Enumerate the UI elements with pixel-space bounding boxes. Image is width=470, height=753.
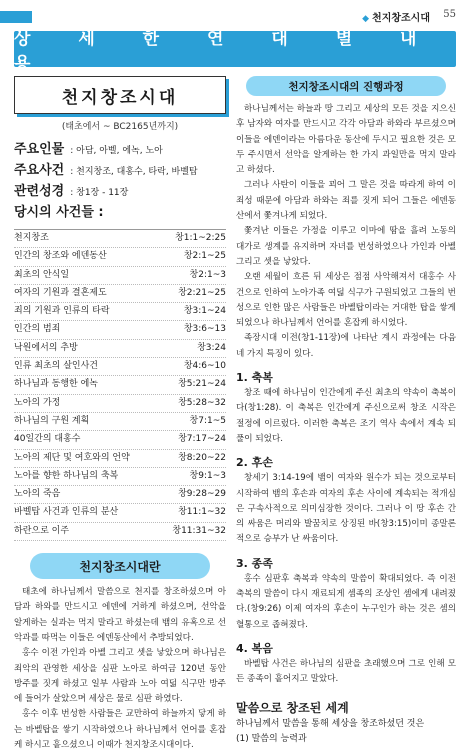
closing-line: (1) 말씀의 능력과 <box>236 733 307 744</box>
section-text: 창조 때에 하나님이 인간에게 주신 최초의 약속이 축복이다(창1:28). 이 축복은 인간에게 주신으로써 창조 시작은 절정에 이르렀다. 이러한 축복은 조기 역사 속에서 계속 되풀이 되었다. <box>236 388 456 444</box>
list-item: 노아를 향한 하나님의 축복 창9:1~3 <box>14 468 226 486</box>
section-heading: 4. 복음 <box>236 641 273 655</box>
right-column <box>236 76 456 747</box>
era-title-box <box>14 76 226 114</box>
list-item: 인간의 창조와 에덴동산 창2:1~25 <box>14 248 226 266</box>
section-text: 창세기 3:14-19에 뱀이 여자와 원수가 되는 것으로부터 시작하여 뱀의 후손과 여자의 후손 사이에 계속되는 적개심은 구속사적으로 의미심장한 것이다. 그러나 이 땅 후손 간의 싸움은 머리와 발꿈치로 상징된 바(창3:15)이미 종말론적으로 승부가 난 싸움이다. <box>236 473 456 545</box>
events-list <box>14 229 226 541</box>
meta-value: : 아담, 아벨, 에녹, 노아 <box>70 146 163 156</box>
banner-title: 상 세 한 연 대 별 내 용 <box>14 29 431 74</box>
intro-paragraph: 홍수 이후 번성한 사람들은 교만하여 하늘까지 닿게 하는 바벨탑을 쌓기 시작하였으나 하나님께서 언어를 혼잡케 하시고 흩으셨으니 이때가 천지창조시대이다. <box>14 709 226 751</box>
meta-key: 관련성경 <box>14 184 65 199</box>
left-column <box>14 76 226 753</box>
section-heading: 2. 후손 <box>236 456 273 470</box>
list-item: 노아의 죽음 창9:28~29 <box>14 486 226 504</box>
meta-key: 주요사건 <box>14 163 65 178</box>
body-paragraph: 그러나 사탄이 이들을 꾀어 그 말은 것을 따라게 하여 이 죄성 때문에 아담과 하와는 죄를 짓게 되어 그들은 에덴동산에서 쫓겨나게 되었다. <box>236 180 456 222</box>
list-item: 40일간의 대홍수 창7:17~24 <box>14 431 226 449</box>
page-number: 55 <box>443 9 456 20</box>
intro-paragraph: 태초에 하나님께서 말씀으로 천지를 창조하셨으며 아담과 하와를 만드시고 에덴에 거하게 하셨으며, 선악을 알게하는 실과는 먹지 말라고 하셨는데 뱀의 유혹으로 선악과를 따먹는 이들은 에덴동산에서 추방되었다. <box>14 587 226 643</box>
section-text: 바벨탑 사건은 하나님의 심판을 초래했으며 그로 인해 모든 종족이 흩어지고 말았다. <box>236 658 456 685</box>
era-title: 천지창조시대 <box>61 87 179 108</box>
section-heading: 1. 축복 <box>236 371 273 385</box>
list-item: 노아의 제단 및 여호와의 언약 창8:20~22 <box>14 450 226 468</box>
header-accent-bar <box>0 11 32 23</box>
body-paragraph: 오랜 세월이 흐른 뒤 세상은 점점 사악해져서 대홍수 사건으로 인하여 노아가족 여덟 식구가 구원되었고 그들의 번성으로 인한 많은 사람들은 바벨탑이라는 거대한 탑을 쌓게 되었으나 하나님께서 언어를 혼잡케 하시었다. <box>236 272 456 329</box>
list-item: 낙원에서의 추방 창3:24 <box>14 340 226 358</box>
progress-heading: 천지창조시대의 진행과정 <box>288 80 404 93</box>
closing-heading: 말씀으로 창조된 세계 <box>236 700 349 715</box>
progress-heading-pill <box>246 76 446 96</box>
list-item: 하란으로 이주 창11:31~32 <box>14 523 226 541</box>
meta-people <box>14 140 226 161</box>
section-text: 홍수 심판후 축복과 약속의 말씀이 확대되었다. 즉 이전 축복의 말씀이 다시 재료되게 셈족의 조상인 셈에게 내려졌다.(창9:26) 이제 여자의 후손이 누구인가 하는 것은 셈의 혈통으로 좁혀졌다. <box>236 573 456 630</box>
meta-value: : 천지창조, 대홍수, 타락, 바벨탑 <box>70 167 198 177</box>
meta-events <box>14 161 226 182</box>
meta-value: : 창1장 - 11장 <box>70 188 129 198</box>
intro-heading: 천지창조시대란 <box>79 559 161 574</box>
body-paragraph: 족장시대 이전(창1-11장)에 나타난 계시 과정에는 다음 네 가지 특징이 있다. <box>236 333 456 359</box>
list-item: 노아의 가정 창5:28~32 <box>14 395 226 413</box>
body-paragraph: 쫓겨난 이들은 가정을 이루고 이마에 땀을 흘려 노동의 대가로 생계를 유지하며 자녀를 번성하였으나 가인과 아벨 그리고 셋을 낳았다. <box>236 226 456 267</box>
section-heading: 3. 종족 <box>236 556 273 570</box>
list-item: 최초의 안식일 창2:1~3 <box>14 267 226 285</box>
list-item: 죄의 기원과 인류의 타락 창3:1~24 <box>14 303 226 321</box>
list-item: 하나님과 동행한 에녹 창5:21~24 <box>14 376 226 394</box>
running-head-title: ◆ 천지창조시대 <box>362 9 430 24</box>
section-banner <box>14 29 456 74</box>
meta-key: 주요인물 <box>14 142 65 157</box>
meta-scripture <box>14 182 226 203</box>
intro-heading-pill <box>30 553 210 579</box>
intro-paragraph: 홍수 이전 가인과 아벨 그리고 셋을 낳았으며 하나님은 죄악의 관영한 세상을 심판 노아로 하여금 120년 동안 방주를 짓게 하셨고 일부 사람과 노아 여덟 식구만 방주에 들어가 살았으며 세상은 물로 심판 하였다. <box>14 648 226 705</box>
list-item: 여자의 기원과 결혼제도 창2:21~25 <box>14 285 226 303</box>
list-item: 하나님의 구원 계획 창7:1~5 <box>14 413 226 431</box>
list-item: 인간의 범죄 창3:6~13 <box>14 321 226 339</box>
list-item: 인류 최초의 살인사건 창4:6~10 <box>14 358 226 376</box>
list-item: 바벨탑 사건과 인류의 분산 창11:1~32 <box>14 504 226 522</box>
closing-line: 하나님께서 말씀을 통해 세상을 창조하셨던 것은 <box>236 718 425 729</box>
era-meta <box>14 140 226 224</box>
events-heading: 당시의 사건들 : <box>14 205 104 220</box>
era-period: (태초에서 ~ BC2165년까지) <box>61 122 179 132</box>
list-item: 천지창조 창1:1~2:25 <box>14 230 226 248</box>
body-paragraph: 하나님께서는 하늘과 땅 그리고 세상의 모든 것을 지으신 후 남자와 여자를 만드시고 각각 아담과 하와라 부르셨으며 이들을 에덴이라는 아름다운 동산에 두시고 필요한 것은 모두 주시면서 선악을 알게하는 한 가지 과일만을 먹지 말라고 하셨다. <box>236 104 456 176</box>
